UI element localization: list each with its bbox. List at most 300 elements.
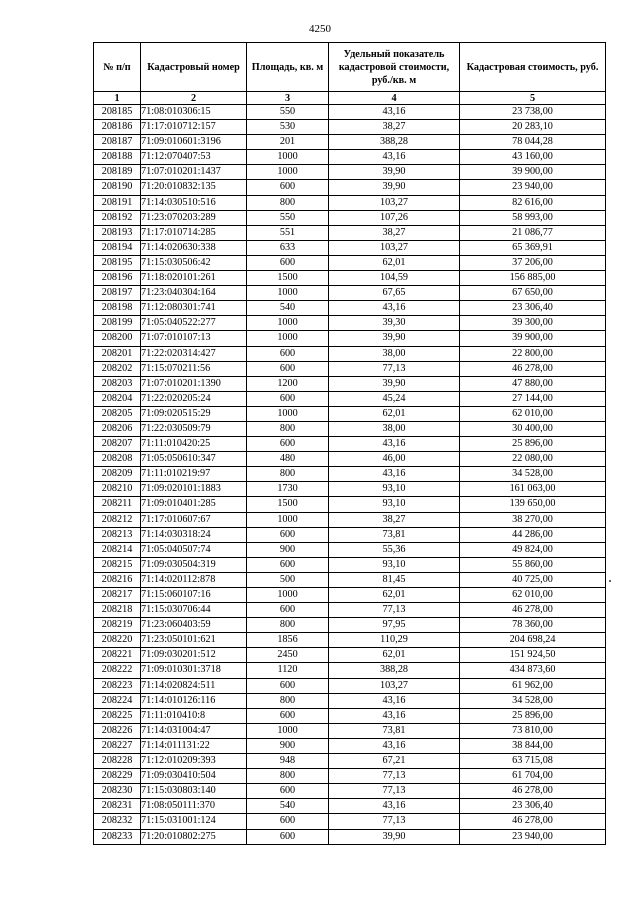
- cadastral-value-cell: 23 306,40: [460, 799, 606, 814]
- cadastral-value-cell: 61 962,00: [460, 678, 606, 693]
- unit-value-cell: 39,90: [329, 376, 460, 391]
- area-cell: 600: [247, 527, 329, 542]
- area-cell: 1730: [247, 482, 329, 497]
- row-number-cell: 208217: [94, 588, 141, 603]
- area-cell: 500: [247, 572, 329, 587]
- cadastral-value-cell: 62 010,00: [460, 588, 606, 603]
- cadastral-value-cell: 62 010,00: [460, 406, 606, 421]
- cadastral-value-cell: 25 896,00: [460, 437, 606, 452]
- unit-value-cell: 73,81: [329, 723, 460, 738]
- unit-value-cell: 62,01: [329, 255, 460, 270]
- cadastral-value-cell: 434 873,60: [460, 663, 606, 678]
- unit-value-cell: 38,27: [329, 512, 460, 527]
- unit-value-cell: 43,16: [329, 708, 460, 723]
- area-cell: 1000: [247, 316, 329, 331]
- cadastral-value-cell: 46 278,00: [460, 784, 606, 799]
- table-row: [94, 754, 606, 769]
- area-cell: 600: [247, 391, 329, 406]
- area-cell: 800: [247, 769, 329, 784]
- area-cell: 1200: [247, 376, 329, 391]
- cadastral-value-table: [93, 42, 606, 845]
- area-cell: 600: [247, 346, 329, 361]
- cadastral-number-cell: 71:14:031004:47: [141, 723, 247, 738]
- cadastral-number-cell: 71:09:030201:512: [141, 648, 247, 663]
- row-number-cell: 208220: [94, 633, 141, 648]
- table-row: [94, 542, 606, 557]
- area-cell: 201: [247, 135, 329, 150]
- cadastral-value-cell: 156 885,00: [460, 271, 606, 286]
- cadastral-number-cell: 71:23:060403:59: [141, 618, 247, 633]
- cadastral-number-cell: 71:15:030803:140: [141, 784, 247, 799]
- cadastral-number-cell: 71:07:010201:1390: [141, 376, 247, 391]
- table-row: [94, 467, 606, 482]
- cadastral-value-cell: 58 993,00: [460, 210, 606, 225]
- row-number-cell: 208215: [94, 557, 141, 572]
- table-row: [94, 527, 606, 542]
- cadastral-number-cell: 71:23:040304:164: [141, 286, 247, 301]
- table-row: [94, 255, 606, 270]
- row-number-cell: 208197: [94, 286, 141, 301]
- area-cell: 551: [247, 225, 329, 240]
- row-number-cell: 208227: [94, 738, 141, 753]
- unit-value-cell: 46,00: [329, 452, 460, 467]
- area-cell: 530: [247, 120, 329, 135]
- table-row: [94, 210, 606, 225]
- area-cell: 1120: [247, 663, 329, 678]
- unit-value-cell: 107,26: [329, 210, 460, 225]
- unit-value-cell: 77,13: [329, 814, 460, 829]
- row-number-cell: 208230: [94, 784, 141, 799]
- area-cell: 900: [247, 738, 329, 753]
- cadastral-value-cell: 82 616,00: [460, 195, 606, 210]
- table-row: [94, 406, 606, 421]
- cadastral-value-cell: 44 286,00: [460, 527, 606, 542]
- unit-value-cell: 43,16: [329, 437, 460, 452]
- unit-value-cell: 43,16: [329, 738, 460, 753]
- cadastral-number-cell: 71:15:031001:124: [141, 814, 247, 829]
- unit-value-cell: 110,29: [329, 633, 460, 648]
- area-cell: 1000: [247, 165, 329, 180]
- table-row: [94, 271, 606, 286]
- cadastral-value-cell: 65 369,91: [460, 240, 606, 255]
- row-number-cell: 208191: [94, 195, 141, 210]
- unit-value-cell: 93,10: [329, 497, 460, 512]
- row-number-cell: 208224: [94, 693, 141, 708]
- area-cell: 800: [247, 618, 329, 633]
- area-cell: 1000: [247, 150, 329, 165]
- area-cell: 900: [247, 542, 329, 557]
- cadastral-value-cell: 20 283,10: [460, 120, 606, 135]
- cadastral-value-cell: 151 924,50: [460, 648, 606, 663]
- unit-value-cell: 388,28: [329, 663, 460, 678]
- row-number-cell: 208223: [94, 678, 141, 693]
- area-cell: 1500: [247, 271, 329, 286]
- table-row: [94, 512, 606, 527]
- cadastral-number-cell: 71:11:010219:97: [141, 467, 247, 482]
- table-row: [94, 120, 606, 135]
- cadastral-value-cell: 67 650,00: [460, 286, 606, 301]
- unit-value-cell: 38,27: [329, 120, 460, 135]
- cadastral-value-cell: 22 800,00: [460, 346, 606, 361]
- cadastral-number-cell: 71:08:050111:370: [141, 799, 247, 814]
- unit-value-cell: 39,90: [329, 180, 460, 195]
- header-cadastral-number: Кадастровый номер: [141, 43, 247, 92]
- table-row: [94, 497, 606, 512]
- row-number-cell: 208210: [94, 482, 141, 497]
- cadastral-number-cell: 71:12:080301:741: [141, 301, 247, 316]
- cadastral-number-cell: 71:09:030504:319: [141, 557, 247, 572]
- cadastral-number-cell: 71:09:020101:1883: [141, 482, 247, 497]
- cadastral-value-cell: 139 650,00: [460, 497, 606, 512]
- cadastral-number-cell: 71:15:060107:16: [141, 588, 247, 603]
- unit-value-cell: 43,16: [329, 150, 460, 165]
- table-row: [94, 165, 606, 180]
- cadastral-value-cell: 46 278,00: [460, 814, 606, 829]
- row-number-cell: 208200: [94, 331, 141, 346]
- header-unit-value: Удельный показатель кадастровой стоимости, руб./кв. м: [329, 43, 460, 92]
- column-number-1: 1: [94, 92, 141, 105]
- table-row: [94, 829, 606, 844]
- table-row: [94, 437, 606, 452]
- unit-value-cell: 77,13: [329, 361, 460, 376]
- table-row: [94, 663, 606, 678]
- area-cell: 600: [247, 708, 329, 723]
- table-row: [94, 180, 606, 195]
- area-cell: 600: [247, 829, 329, 844]
- area-cell: 550: [247, 210, 329, 225]
- cadastral-value-cell: 21 086,77: [460, 225, 606, 240]
- unit-value-cell: 43,16: [329, 105, 460, 120]
- unit-value-cell: 103,27: [329, 678, 460, 693]
- cadastral-number-cell: 71:09:010401:285: [141, 497, 247, 512]
- unit-value-cell: 67,65: [329, 286, 460, 301]
- table-row: [94, 723, 606, 738]
- area-cell: 1000: [247, 588, 329, 603]
- cadastral-value-cell: 39 900,00: [460, 165, 606, 180]
- unit-value-cell: 39,90: [329, 829, 460, 844]
- row-number-cell: 208188: [94, 150, 141, 165]
- area-cell: 540: [247, 301, 329, 316]
- unit-value-cell: 103,27: [329, 195, 460, 210]
- row-number-cell: 208186: [94, 120, 141, 135]
- cadastral-number-cell: 71:11:010420:25: [141, 437, 247, 452]
- header-row-number: № п/п: [94, 43, 141, 92]
- row-number-cell: 208219: [94, 618, 141, 633]
- area-cell: 2450: [247, 648, 329, 663]
- row-number-cell: 208185: [94, 105, 141, 120]
- unit-value-cell: 104,59: [329, 271, 460, 286]
- table-row: [94, 708, 606, 723]
- cadastral-number-cell: 71:17:010714:285: [141, 225, 247, 240]
- row-number-cell: 208196: [94, 271, 141, 286]
- row-number-cell: 208194: [94, 240, 141, 255]
- row-number-cell: 208207: [94, 437, 141, 452]
- area-cell: 1000: [247, 723, 329, 738]
- area-cell: 550: [247, 105, 329, 120]
- cadastral-number-cell: 71:09:020515:29: [141, 406, 247, 421]
- cadastral-value-cell: 46 278,00: [460, 603, 606, 618]
- row-number-cell: 208225: [94, 708, 141, 723]
- row-number-cell: 208229: [94, 769, 141, 784]
- row-number-cell: 208206: [94, 421, 141, 436]
- cadastral-number-cell: 71:05:050610:347: [141, 452, 247, 467]
- cadastral-number-cell: 71:15:030506:42: [141, 255, 247, 270]
- column-number-5: 5: [460, 92, 606, 105]
- area-cell: 800: [247, 467, 329, 482]
- table-row: [94, 286, 606, 301]
- table-row: [94, 195, 606, 210]
- area-cell: 948: [247, 754, 329, 769]
- cadastral-value-cell: 34 528,00: [460, 693, 606, 708]
- unit-value-cell: 93,10: [329, 482, 460, 497]
- table-row: [94, 618, 606, 633]
- area-cell: 600: [247, 678, 329, 693]
- row-number-cell: 208226: [94, 723, 141, 738]
- cadastral-number-cell: 71:05:040522:277: [141, 316, 247, 331]
- cadastral-value-cell: 30 400,00: [460, 421, 606, 436]
- row-number-cell: 208216: [94, 572, 141, 587]
- area-cell: 540: [247, 799, 329, 814]
- cadastral-number-cell: 71:18:020101:261: [141, 271, 247, 286]
- table-row: [94, 572, 606, 587]
- area-cell: 600: [247, 603, 329, 618]
- table-row: [94, 376, 606, 391]
- row-number-cell: 208232: [94, 814, 141, 829]
- row-number-cell: 208222: [94, 663, 141, 678]
- cadastral-number-cell: 71:07:010107:13: [141, 331, 247, 346]
- unit-value-cell: 38,00: [329, 346, 460, 361]
- table-row: [94, 814, 606, 829]
- table-row: [94, 588, 606, 603]
- unit-value-cell: 97,95: [329, 618, 460, 633]
- unit-value-cell: 43,16: [329, 799, 460, 814]
- cadastral-number-cell: 71:14:010126:116: [141, 693, 247, 708]
- table-row: [94, 135, 606, 150]
- unit-value-cell: 39,90: [329, 165, 460, 180]
- unit-value-cell: 55,36: [329, 542, 460, 557]
- cadastral-number-cell: 71:22:020205:24: [141, 391, 247, 406]
- row-number-cell: 208199: [94, 316, 141, 331]
- table-row: [94, 678, 606, 693]
- table-row: [94, 316, 606, 331]
- cadastral-value-cell: 23 940,00: [460, 180, 606, 195]
- cadastral-value-cell: 46 278,00: [460, 361, 606, 376]
- unit-value-cell: 62,01: [329, 406, 460, 421]
- cadastral-value-cell: 55 860,00: [460, 557, 606, 572]
- cadastral-number-cell: 71:07:010201:1437: [141, 165, 247, 180]
- row-number-cell: 208213: [94, 527, 141, 542]
- unit-value-cell: 73,81: [329, 527, 460, 542]
- area-cell: 480: [247, 452, 329, 467]
- header-cadastral-value: Кадастровая стоимость, руб.: [460, 43, 606, 92]
- row-number-cell: 208192: [94, 210, 141, 225]
- cadastral-value-cell: 61 704,00: [460, 769, 606, 784]
- unit-value-cell: 45,24: [329, 391, 460, 406]
- cadastral-number-cell: 71:14:030318:24: [141, 527, 247, 542]
- cadastral-number-cell: 71:09:010601:3196: [141, 135, 247, 150]
- area-cell: 800: [247, 693, 329, 708]
- row-number-cell: 208202: [94, 361, 141, 376]
- cadastral-number-cell: 71:23:070203:289: [141, 210, 247, 225]
- row-number-cell: 208209: [94, 467, 141, 482]
- cadastral-number-cell: 71:14:011131:22: [141, 738, 247, 753]
- unit-value-cell: 43,16: [329, 467, 460, 482]
- table-row: [94, 391, 606, 406]
- cadastral-value-cell: 39 300,00: [460, 316, 606, 331]
- table-row: [94, 240, 606, 255]
- area-cell: 600: [247, 557, 329, 572]
- row-number-cell: 208201: [94, 346, 141, 361]
- cadastral-number-cell: 71:22:020314:427: [141, 346, 247, 361]
- area-cell: 800: [247, 421, 329, 436]
- table-header: [94, 43, 606, 105]
- unit-value-cell: 62,01: [329, 648, 460, 663]
- table-row: [94, 361, 606, 376]
- row-number-cell: 208228: [94, 754, 141, 769]
- area-cell: 600: [247, 180, 329, 195]
- cadastral-value-cell: 47 880,00: [460, 376, 606, 391]
- row-number-cell: 208198: [94, 301, 141, 316]
- table-row: [94, 693, 606, 708]
- page-number: 4250: [309, 23, 331, 35]
- row-number-cell: 208218: [94, 603, 141, 618]
- table-row: [94, 482, 606, 497]
- row-number-cell: 208212: [94, 512, 141, 527]
- row-number-cell: 208208: [94, 452, 141, 467]
- unit-value-cell: 81,45: [329, 572, 460, 587]
- cadastral-value-cell: 38 844,00: [460, 738, 606, 753]
- row-number-cell: 208203: [94, 376, 141, 391]
- cadastral-number-cell: 71:09:030410:504: [141, 769, 247, 784]
- row-number-cell: 208233: [94, 829, 141, 844]
- area-cell: 1000: [247, 512, 329, 527]
- area-cell: 600: [247, 255, 329, 270]
- table-row: [94, 452, 606, 467]
- cadastral-value-cell: 22 080,00: [460, 452, 606, 467]
- row-number-cell: 208190: [94, 180, 141, 195]
- cadastral-value-cell: 37 206,00: [460, 255, 606, 270]
- row-number-cell: 208221: [94, 648, 141, 663]
- row-number-cell: 208214: [94, 542, 141, 557]
- cadastral-value-cell: 34 528,00: [460, 467, 606, 482]
- cadastral-number-cell: 71:20:010832:135: [141, 180, 247, 195]
- unit-value-cell: 43,16: [329, 301, 460, 316]
- cadastral-value-cell: 23 940,00: [460, 829, 606, 844]
- cadastral-number-cell: 71:08:010306:15: [141, 105, 247, 120]
- cadastral-number-cell: 71:23:050101:621: [141, 633, 247, 648]
- cadastral-value-cell: 40 725,00: [460, 572, 606, 587]
- table-row: [94, 105, 606, 120]
- table-row: [94, 603, 606, 618]
- area-cell: 600: [247, 361, 329, 376]
- area-cell: 1000: [247, 331, 329, 346]
- row-number-cell: 208189: [94, 165, 141, 180]
- unit-value-cell: 77,13: [329, 769, 460, 784]
- area-cell: 800: [247, 195, 329, 210]
- cadastral-value-cell: 25 896,00: [460, 708, 606, 723]
- unit-value-cell: 39,30: [329, 316, 460, 331]
- unit-value-cell: 93,10: [329, 557, 460, 572]
- unit-value-cell: 62,01: [329, 588, 460, 603]
- header-area: Площадь, кв. м: [247, 43, 329, 92]
- area-cell: 1000: [247, 406, 329, 421]
- cadastral-value-cell: 23 306,40: [460, 301, 606, 316]
- table-row: [94, 799, 606, 814]
- table-row: [94, 331, 606, 346]
- cadastral-number-cell: 71:14:020824:511: [141, 678, 247, 693]
- table-row: [94, 225, 606, 240]
- area-cell: 1856: [247, 633, 329, 648]
- cadastral-number-cell: 71:12:070407:53: [141, 150, 247, 165]
- row-number-cell: 208195: [94, 255, 141, 270]
- cadastral-number-cell: 71:14:020630:338: [141, 240, 247, 255]
- cadastral-value-cell: 78 360,00: [460, 618, 606, 633]
- cadastral-number-cell: 71:11:010410:8: [141, 708, 247, 723]
- cadastral-value-cell: 204 698,24: [460, 633, 606, 648]
- cadastral-value-cell: 27 144,00: [460, 391, 606, 406]
- area-cell: 1500: [247, 497, 329, 512]
- row-number-cell: 208231: [94, 799, 141, 814]
- unit-value-cell: 38,00: [329, 421, 460, 436]
- cadastral-value-cell: 43 160,00: [460, 150, 606, 165]
- cadastral-value-cell: 73 810,00: [460, 723, 606, 738]
- unit-value-cell: 77,13: [329, 603, 460, 618]
- cadastral-number-cell: 71:09:010301:3718: [141, 663, 247, 678]
- column-number-4: 4: [329, 92, 460, 105]
- table-row: [94, 557, 606, 572]
- cadastral-number-cell: 71:22:030509:79: [141, 421, 247, 436]
- table-row: [94, 738, 606, 753]
- cadastral-value-cell: 38 270,00: [460, 512, 606, 527]
- table-row: [94, 648, 606, 663]
- scan-speck: [609, 580, 611, 582]
- area-cell: 600: [247, 437, 329, 452]
- table-row: [94, 346, 606, 361]
- unit-value-cell: 388,28: [329, 135, 460, 150]
- row-number-cell: 208187: [94, 135, 141, 150]
- row-number-cell: 208205: [94, 406, 141, 421]
- row-number-cell: 208204: [94, 391, 141, 406]
- table-row: [94, 769, 606, 784]
- column-number-3: 3: [247, 92, 329, 105]
- cadastral-value-cell: 78 044,28: [460, 135, 606, 150]
- table-row: [94, 421, 606, 436]
- unit-value-cell: 38,27: [329, 225, 460, 240]
- unit-value-cell: 43,16: [329, 693, 460, 708]
- unit-value-cell: 39,90: [329, 331, 460, 346]
- table-row: [94, 301, 606, 316]
- cadastral-value-cell: 49 824,00: [460, 542, 606, 557]
- cadastral-number-cell: 71:12:010209:393: [141, 754, 247, 769]
- cadastral-number-cell: 71:14:030510:516: [141, 195, 247, 210]
- cadastral-number-cell: 71:14:020112:878: [141, 572, 247, 587]
- cadastral-value-cell: 63 715,08: [460, 754, 606, 769]
- cadastral-number-cell: 71:17:010712:157: [141, 120, 247, 135]
- cadastral-number-cell: 71:15:030706:44: [141, 603, 247, 618]
- table-row: [94, 633, 606, 648]
- cadastral-value-cell: 161 063,00: [460, 482, 606, 497]
- area-cell: 600: [247, 814, 329, 829]
- area-cell: 1000: [247, 286, 329, 301]
- unit-value-cell: 67,21: [329, 754, 460, 769]
- table-row: [94, 784, 606, 799]
- cadastral-number-cell: 71:20:010802:275: [141, 829, 247, 844]
- column-number-2: 2: [141, 92, 247, 105]
- cadastral-value-cell: 39 900,00: [460, 331, 606, 346]
- cadastral-value-cell: 23 738,00: [460, 105, 606, 120]
- unit-value-cell: 77,13: [329, 784, 460, 799]
- row-number-cell: 208211: [94, 497, 141, 512]
